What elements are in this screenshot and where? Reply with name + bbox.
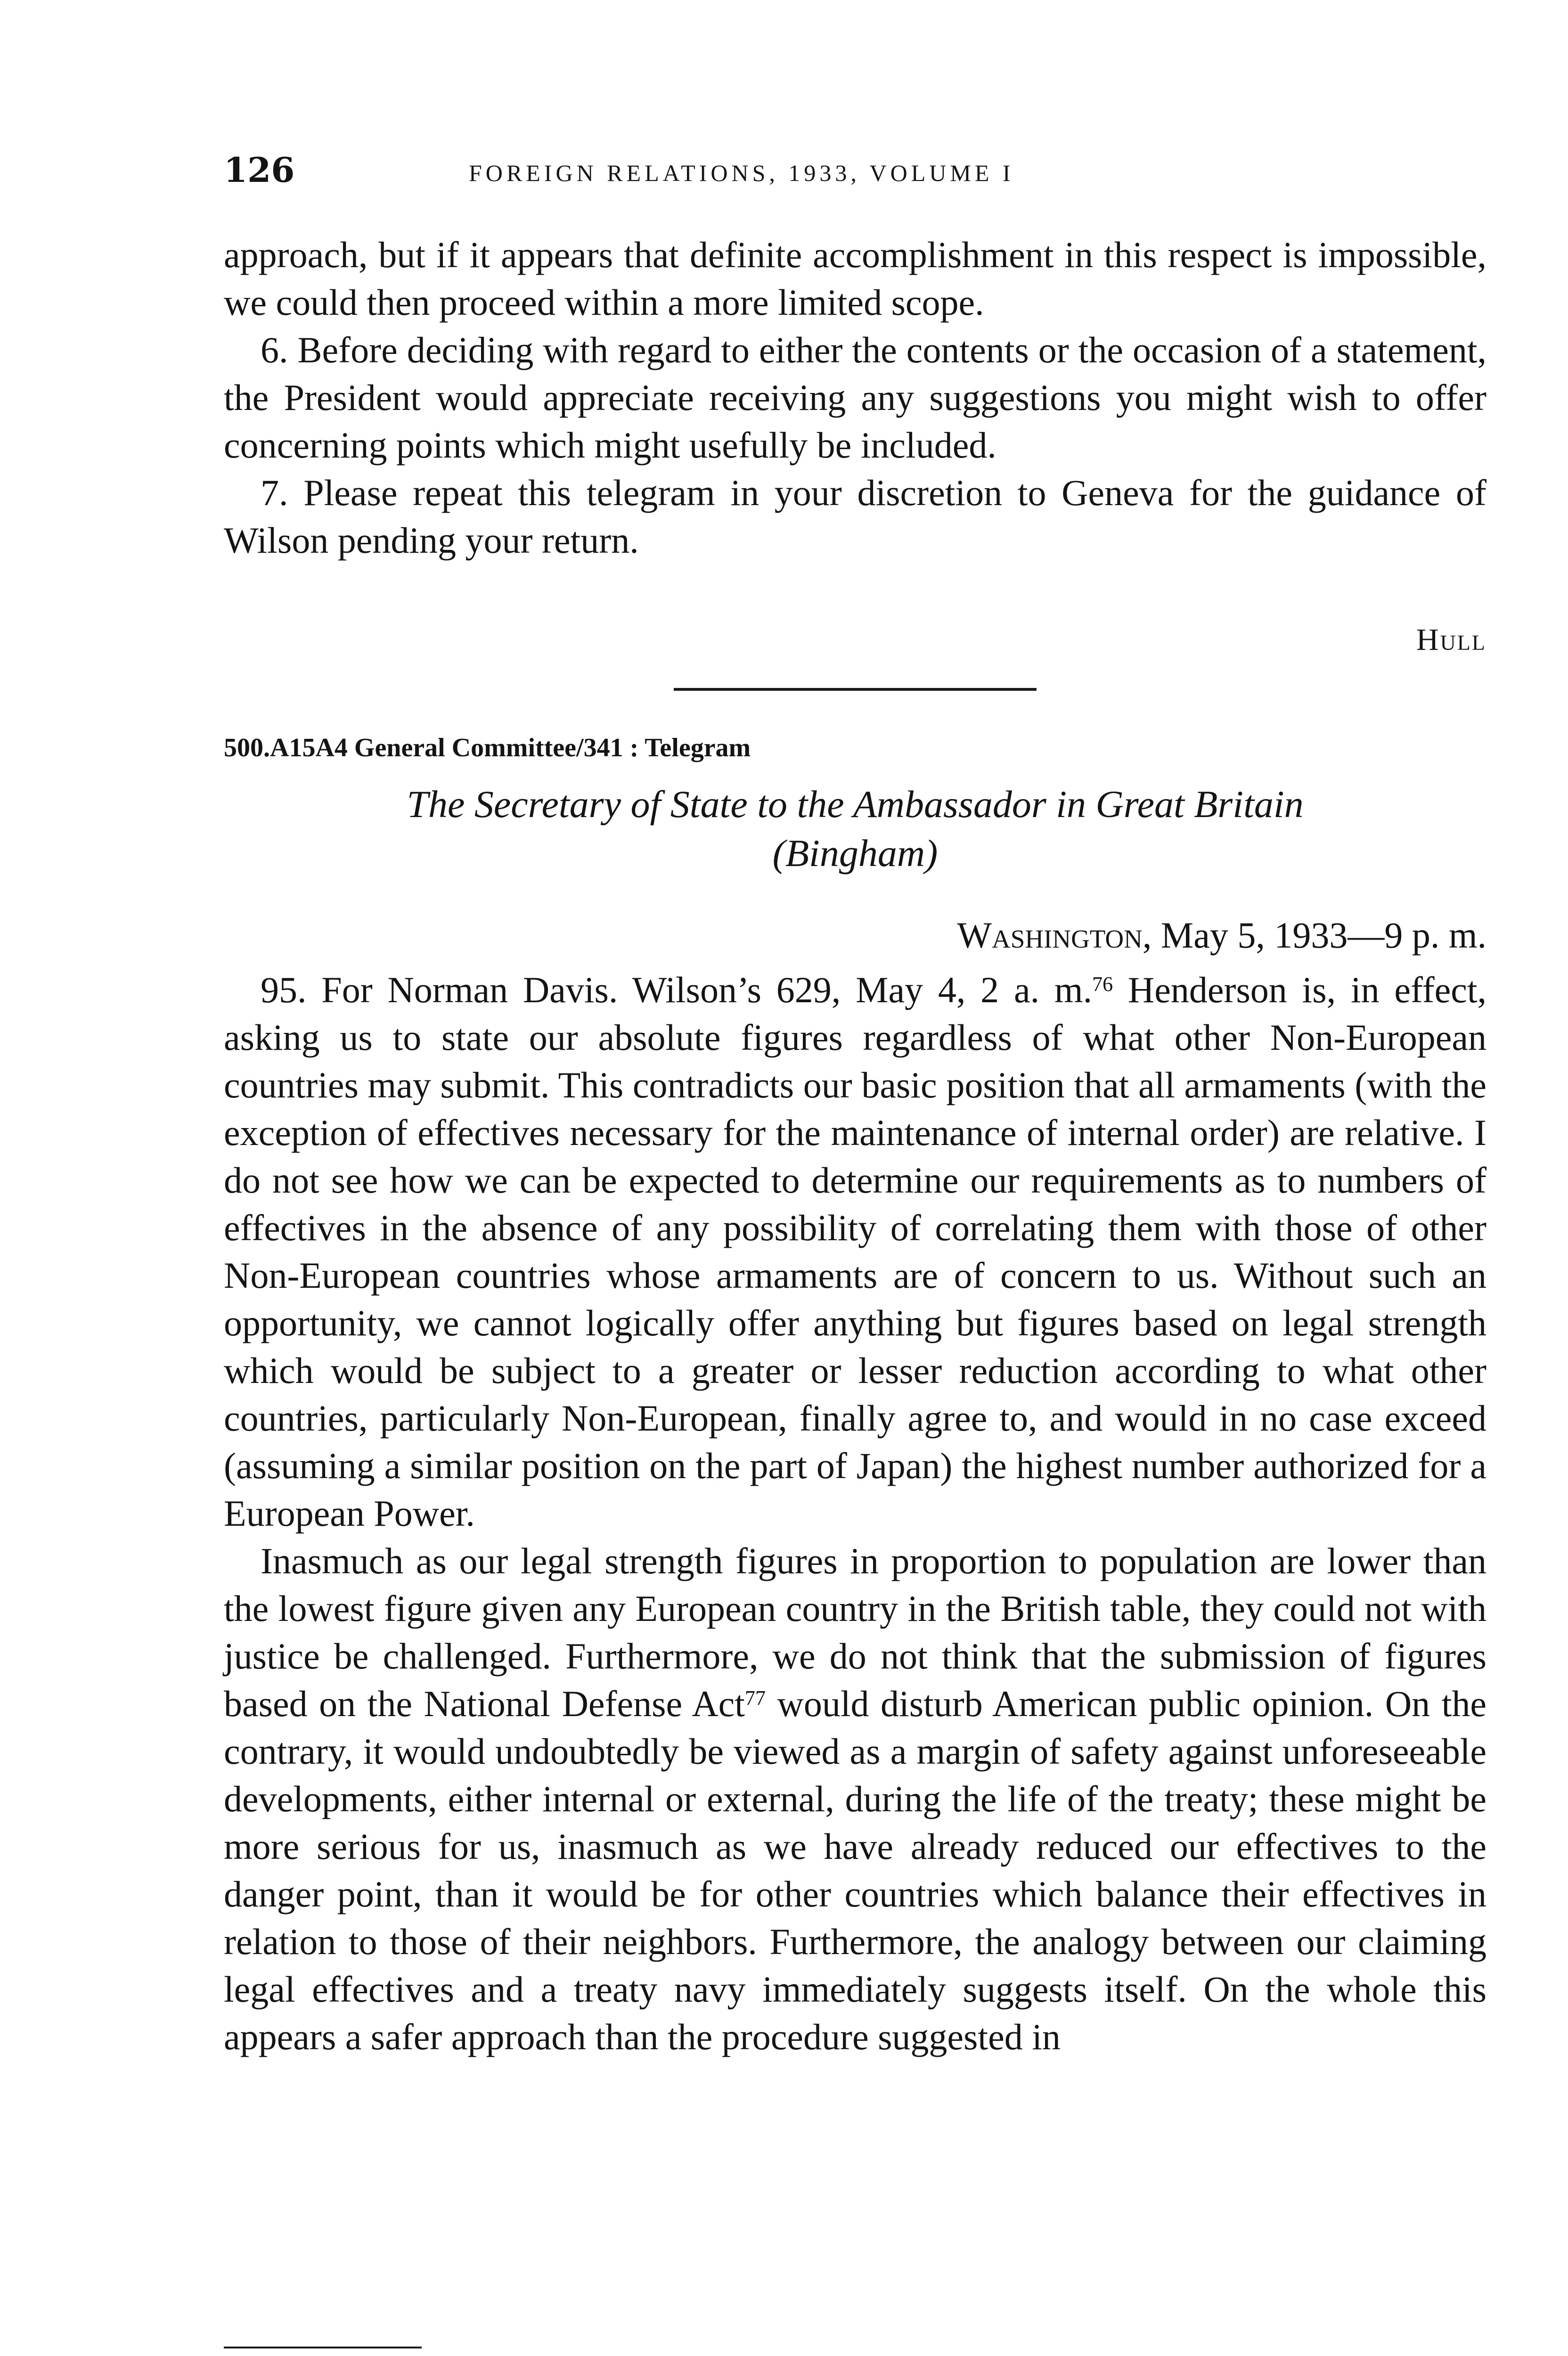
footnote-mark [233, 2351, 250, 2356]
telegram-paragraph-1 [224, 966, 1486, 1537]
dateline [957, 914, 1486, 957]
paragraph-7: 7. Please repeat this telegram in your discretion to Geneva for the guidance of Wilson pending your return. [224, 472, 1486, 561]
paragraph-1-text-a: 95. For Norman Davis. Wilson’s 629, May 4, 2 a. m. [261, 969, 1093, 1010]
page-header [224, 150, 1486, 202]
document-title-line-2: (Bingham) [772, 832, 938, 875]
dateline-date: , May 5, 1933—9 p. m. [1142, 915, 1486, 956]
paragraph-continuation: approach, but if it appears that definite accomplishment in this respect is impossible, we could then proceed within a more limited scope. [224, 234, 1486, 323]
paragraph-1-text-b: Henderson is, in effect, asking us to state our absolute figures regardless of what other Non-European countries may submit. This contradicts our basic position that all armaments (with the exception of effectives necessary for the maintenance of internal order) are relative. I do not see how we can be expected to determine our requirements as to numbers of effectives in the absence of any possibility of correlating them with those of other Non-European countries whose armaments are of concern to us. Without such an opportunity, we cannot logically offer anything but figures based on legal strength which would be subject to a greater or lesser reduction according to what other countries, particularly Non-European, finally agree to, and would in no case exceed (assuming a similar position on the part of Japan) the highest number authorized for a European Power. [224, 969, 1486, 1534]
document-title-line-1: The Secretary of State to the Ambassador in Great Britain [407, 783, 1304, 826]
page-number: 126 [224, 150, 295, 190]
paragraph-2-text-b: would disturb American public opinion. On the contrary, it would undoubtedly be viewed as a margin of safety against unforeseeable developments, either internal or external, during the life of the treaty; these might be more serious for us, inasmuch as we have already reduced our effectives to the danger point, than it would be for other countries which balance their effectives in relation to those of their neighbors. Furthermore, the analogy between our claiming legal effectives and a treaty navy immediately suggests itself. On the whole this appears a safer approach than the procedure suggested in [224, 1683, 1486, 2057]
paragraph-6: 6. Before deciding with regard to either the contents or the occasion of a statement, the President would appreciate receiving any suggestions you might wish to offer concerning points which might usefully be included. [224, 329, 1486, 466]
document-title [224, 780, 1486, 878]
paragraph-2-text-a: Inasmuch as our legal strength figures in proportion to population are lower than the lowest figure given any European country in the British table, they could not with justice be challenged. Furthermore, we do not think that the submission of figures based on the National Defense Act [224, 1540, 1486, 1724]
continued-text [224, 231, 1486, 564]
dateline-place: Washington [957, 915, 1143, 956]
file-reference: 500.A15A4 General Committee/341 : Telegram [224, 733, 751, 762]
running-head: FOREIGN RELATIONS, 1933, VOLUME I [469, 160, 1014, 186]
telegram-paragraph-2 [224, 1537, 1486, 2061]
signature-hull: Hull [1416, 622, 1486, 657]
telegram-body [224, 966, 1486, 2061]
footnote-ref-77: 77 [744, 1686, 766, 1710]
section-divider [674, 688, 1037, 691]
footnote-divider [224, 2347, 422, 2348]
footnote-ref-76: 76 [1092, 973, 1113, 996]
